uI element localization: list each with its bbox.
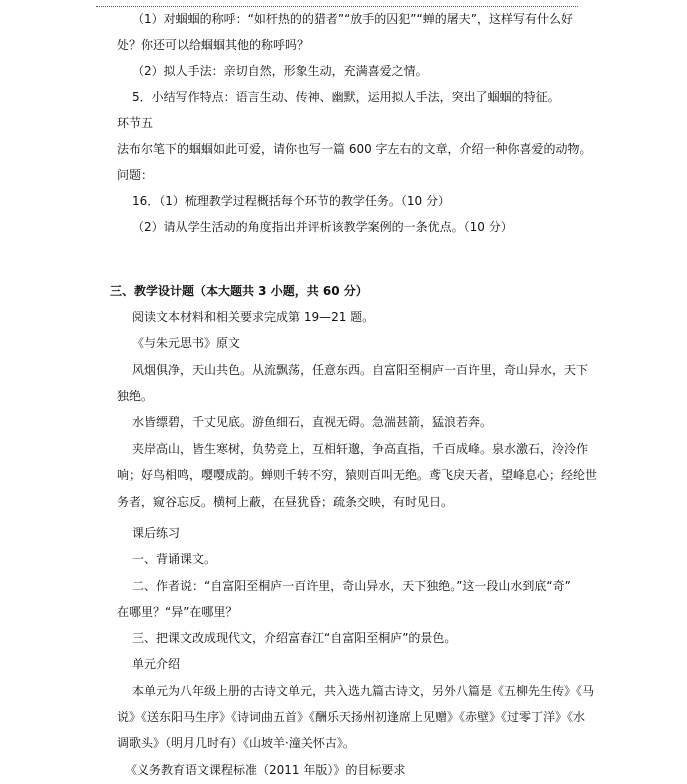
text-line-25: 本单元为八年级上册的古诗文单元，共入选九篇古诗文，另外八篇是《五柳先生传》《马 xyxy=(132,684,595,698)
text-line-4: 5．小结写作特点：语言生动、传神、幽默，运用拟人手法，突出了蝈蝈的特征。 xyxy=(132,90,560,104)
text-line-7: 问题： xyxy=(117,168,154,182)
section-heading: 三、教学设计题（本大题共 3 小题，共 60 分） xyxy=(110,284,368,298)
text-line-11: 阅读文本材料和相关要求完成第 19—21 题。 xyxy=(132,310,375,324)
text-line-9: （2）请从学生活动的角度指出并评析该教学案例的一条优点。（10 分） xyxy=(132,220,513,234)
text-line-8: 16．（1）梳理教学过程概括每个环节的教学任务。（10 分） xyxy=(132,194,450,208)
text-line-2: 处？你还可以给蝈蝈其他的称呼吗？ xyxy=(117,38,310,52)
text-line-15: 水皆缥碧，千丈见底。游鱼细石，直视无碍。急湍甚箭，猛浪若奔。 xyxy=(132,415,493,429)
text-line-13: 风烟俱净，天山共色。从流飘荡，任意东西。自富阳至桐庐一百许里，奇山异水，天下 xyxy=(132,363,589,377)
text-line-21: 二、作者说：“自富阳至桐庐一百许里，奇山异水，天下独绝。”这一段山水到底“奇” xyxy=(132,579,571,593)
text-line-16: 夹岸高山，皆生寒树，负势竞上，互相轩邈，争高直指，千百成峰。泉水激石，泠泠作 xyxy=(132,442,589,456)
text-line-6: 法布尔笔下的蝈蝈如此可爱，请你也写一篇 600 字左右的文章，介绍一种你喜爱的动物。 xyxy=(117,142,592,156)
text-line-3: （2）拟人手法：亲切自然，形象生动，充满喜爱之情。 xyxy=(132,64,428,78)
text-line-14: 独绝。 xyxy=(117,389,154,403)
text-line-18: 务者，窥谷忘反。横柯上蔽，在昼犹昏；疏条交映，有时见日。 xyxy=(117,495,454,509)
text-line-27: 调歌头》（明月几时有）《山坡羊·潼关怀古》。 xyxy=(117,736,355,750)
text-line-22: 在哪里？“异”在哪里？ xyxy=(117,605,238,619)
text-line-26: 说》《送东阳马生序》《诗词曲五首》《酬乐天扬州初逢席上见赠》《赤壁》《过零丁洋》《水 xyxy=(117,710,586,724)
text-line-23: 三、把课文改成现代文，介绍富春江“自富阳至桐庐”的景色。 xyxy=(132,631,457,645)
text-line-12: 《与朱元思书》原文 xyxy=(132,336,241,350)
text-line-1: （1）对蝈蝈的称呼：“如杆热的的猎者”“放手的囚犯”“蝉的屠夫”，这样写有什么好 xyxy=(132,12,573,26)
top-divider xyxy=(96,6,578,7)
text-line-17: 响；好鸟相鸣，嘤嘤成韵。蝉则千转不穷，猿则百叫无绝。鸢飞戾天者，望峰息心；经纶世 xyxy=(117,468,598,482)
text-line-19: 课后练习 xyxy=(132,526,181,540)
text-line-28: 《义务教育语文课程标准（2011 年版）》的目标要求 xyxy=(125,763,406,777)
text-line-24: 单元介绍 xyxy=(132,657,181,671)
text-line-5: 环节五 xyxy=(117,116,154,130)
text-line-20: 一、背诵课文。 xyxy=(132,552,217,566)
